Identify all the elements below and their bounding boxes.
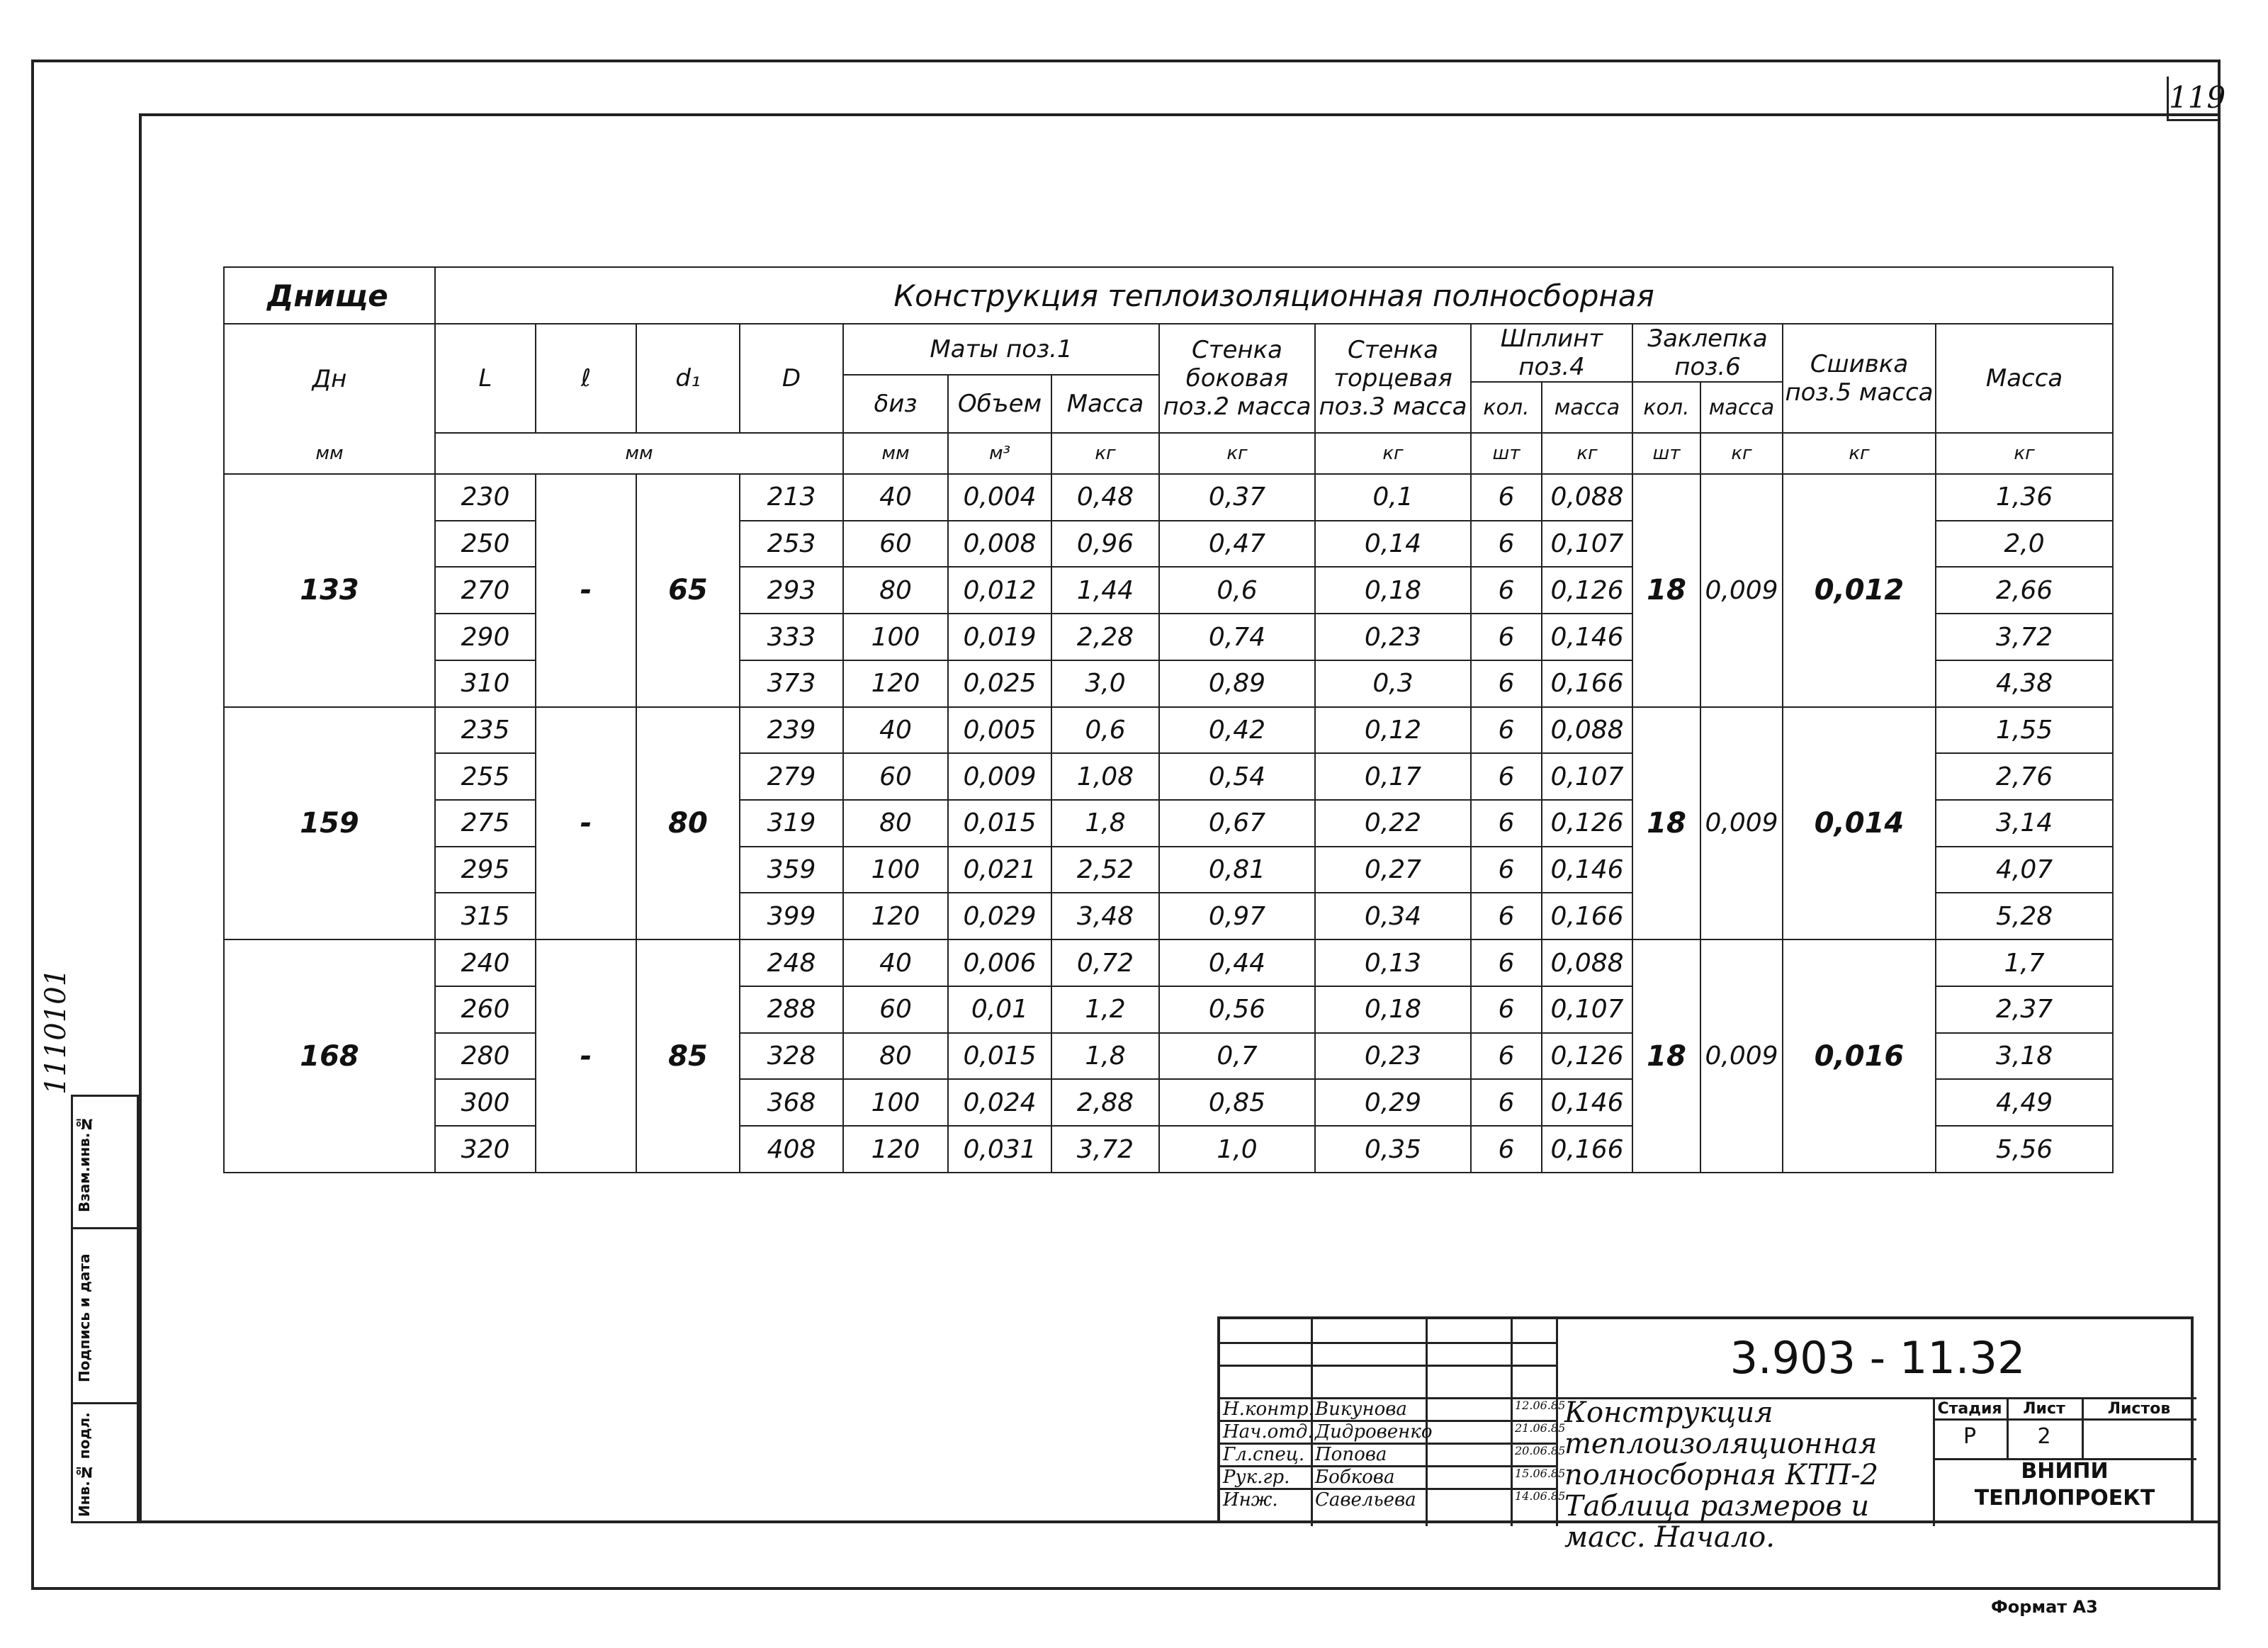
cell-cotter-mass: 0,146 xyxy=(1542,847,1632,893)
cell-L: 300 xyxy=(435,1079,536,1126)
cell-cotter-qty: 6 xyxy=(1471,800,1542,847)
header-mats: Маты поз.1 xyxy=(843,324,1159,375)
cell-dn: 168 xyxy=(224,939,435,1173)
cell-cotter-qty: 6 xyxy=(1471,660,1542,707)
header-cotter-qty: кол. xyxy=(1471,382,1542,433)
cell-D: 213 xyxy=(740,474,843,521)
cell-volume: 0,029 xyxy=(948,893,1051,939)
cell-mats-mass: 1,8 xyxy=(1051,800,1159,847)
table-row xyxy=(224,474,2113,521)
cell-thickness: 100 xyxy=(843,1079,948,1126)
cell-cotter-qty: 6 xyxy=(1471,614,1542,660)
cell-cotter-qty: 6 xyxy=(1471,521,1542,568)
unit-dn: мм xyxy=(224,433,435,474)
cell-volume: 0,015 xyxy=(948,800,1051,847)
cell-cotter-mass: 0,126 xyxy=(1542,1033,1632,1080)
cell-stitch-mass: 0,016 xyxy=(1783,939,1936,1173)
cell-end-wall-mass: 0,29 xyxy=(1315,1079,1471,1126)
signature-row xyxy=(1220,1421,1566,1444)
cell-total-mass: 5,28 xyxy=(1936,893,2113,939)
cell-total-mass: 2,66 xyxy=(1936,567,2113,614)
cell-volume: 0,009 xyxy=(948,753,1051,800)
cell-L: 315 xyxy=(435,893,536,939)
cell-total-mass: 3,14 xyxy=(1936,800,2113,847)
signature-date: 21.06.85 xyxy=(1515,1421,1566,1435)
cell-cotter-mass: 0,166 xyxy=(1542,1126,1632,1173)
document-description: Конструкция теплоизоляционная полносборная КТП-2 Таблица размеров и масс. Начало. xyxy=(1564,1396,1879,1554)
cell-volume: 0,019 xyxy=(948,614,1051,660)
cell-L: 240 xyxy=(435,939,536,986)
cell-cotter-mass: 0,088 xyxy=(1542,939,1632,986)
cell-end-wall-mass: 0,14 xyxy=(1315,521,1471,568)
cell-thickness: 120 xyxy=(843,1126,948,1173)
cell-rivet-qty: 18 xyxy=(1632,474,1700,707)
cell-rivet-mass: 0,009 xyxy=(1700,474,1783,707)
cell-L: 255 xyxy=(435,753,536,800)
cell-L: 270 xyxy=(435,567,536,614)
cell-d1: 65 xyxy=(636,474,740,707)
cell-mats-mass: 0,6 xyxy=(1051,707,1159,754)
cell-total-mass: 4,38 xyxy=(1936,660,2113,707)
cell-cotter-qty: 6 xyxy=(1471,939,1542,986)
signature-date: 15.06.85 xyxy=(1515,1467,1566,1480)
cell-thickness: 60 xyxy=(843,521,948,568)
cell-thickness: 80 xyxy=(843,1033,948,1080)
cell-L: 295 xyxy=(435,847,536,893)
cell-D: 333 xyxy=(740,614,843,660)
cell-end-wall-mass: 0,18 xyxy=(1315,567,1471,614)
cell-l: - xyxy=(536,707,636,940)
table-row xyxy=(224,939,2113,986)
cell-side-wall-mass: 0,97 xyxy=(1159,893,1315,939)
unit-cotter-qty: шт xyxy=(1471,433,1542,474)
cell-total-mass: 3,72 xyxy=(1936,614,2113,660)
signature-row xyxy=(1220,1467,1566,1489)
cell-cotter-mass: 0,166 xyxy=(1542,893,1632,939)
header-rivet-mass: масса xyxy=(1700,382,1783,433)
header-l: ℓ xyxy=(536,324,636,433)
table-body xyxy=(224,474,2113,1173)
cell-L: 320 xyxy=(435,1126,536,1173)
cell-D: 319 xyxy=(740,800,843,847)
header-volume: Объем xyxy=(948,375,1051,433)
cell-thickness: 100 xyxy=(843,847,948,893)
cell-total-mass: 1,36 xyxy=(1936,474,2113,521)
organization-line1: ВНИПИ xyxy=(2021,1459,2109,1484)
cell-rivet-mass: 0,009 xyxy=(1700,707,1783,940)
cell-cotter-qty: 6 xyxy=(1471,1079,1542,1126)
cell-cotter-mass: 0,126 xyxy=(1542,800,1632,847)
cell-cotter-qty: 6 xyxy=(1471,567,1542,614)
cell-rivet-mass: 0,009 xyxy=(1700,939,1783,1173)
header-side-wall: Стенка боковая поз.2 масса xyxy=(1159,324,1315,433)
header-mats-mass: Масса xyxy=(1051,375,1159,433)
unit-total: кг xyxy=(1936,433,2113,474)
table-row xyxy=(224,707,2113,754)
cell-D: 359 xyxy=(740,847,843,893)
cell-mats-mass: 1,08 xyxy=(1051,753,1159,800)
cell-thickness: 100 xyxy=(843,614,948,660)
header-construction: Конструкция теплоизоляционная полносборная xyxy=(435,267,2113,324)
cell-thickness: 120 xyxy=(843,660,948,707)
cell-end-wall-mass: 0,23 xyxy=(1315,1033,1471,1080)
unit-mm-group: мм xyxy=(435,433,843,474)
signature-date: 14.06.85 xyxy=(1515,1489,1566,1503)
cell-mats-mass: 2,28 xyxy=(1051,614,1159,660)
cell-volume: 0,006 xyxy=(948,939,1051,986)
header-rivet: Заклепка поз.6 xyxy=(1632,324,1783,382)
cell-cotter-qty: 6 xyxy=(1471,1126,1542,1173)
stage-label: Стадия xyxy=(1937,1400,2002,1418)
unit-mats-mass: кг xyxy=(1051,433,1159,474)
cell-cotter-mass: 0,107 xyxy=(1542,753,1632,800)
cell-volume: 0,024 xyxy=(948,1079,1051,1126)
cell-cotter-mass: 0,166 xyxy=(1542,660,1632,707)
cell-cotter-qty: 6 xyxy=(1471,1033,1542,1080)
cell-L: 260 xyxy=(435,986,536,1033)
cell-cotter-mass: 0,107 xyxy=(1542,521,1632,568)
cell-thickness: 80 xyxy=(843,567,948,614)
cell-side-wall-mass: 0,67 xyxy=(1159,800,1315,847)
cell-thickness: 60 xyxy=(843,986,948,1033)
title-block xyxy=(1217,1316,2194,1554)
signature-role: Рук.гр. xyxy=(1223,1467,1290,1488)
signature-role: Гл.спец. xyxy=(1223,1444,1305,1465)
cell-D: 399 xyxy=(740,893,843,939)
cell-mats-mass: 2,88 xyxy=(1051,1079,1159,1126)
cell-volume: 0,025 xyxy=(948,660,1051,707)
cell-L: 310 xyxy=(435,660,536,707)
cell-total-mass: 2,37 xyxy=(1936,986,2113,1033)
cell-side-wall-mass: 0,42 xyxy=(1159,707,1315,754)
header-D: D xyxy=(740,324,843,433)
cell-mats-mass: 2,52 xyxy=(1051,847,1159,893)
cell-d1: 80 xyxy=(636,707,740,940)
sidebar-label-signature: Подпись и дата xyxy=(76,1253,93,1382)
cell-side-wall-mass: 1,0 xyxy=(1159,1126,1315,1173)
header-bottom: Днище xyxy=(224,267,435,324)
cell-volume: 0,012 xyxy=(948,567,1051,614)
cell-cotter-qty: 6 xyxy=(1471,847,1542,893)
signature-role: Н.контр. xyxy=(1223,1399,1314,1420)
sheet-number: 119 xyxy=(2167,77,2218,121)
signature-date: 12.06.85 xyxy=(1515,1399,1566,1412)
sheets-label: Листов xyxy=(2107,1400,2171,1418)
cell-dn: 133 xyxy=(224,474,435,707)
cell-l: - xyxy=(536,939,636,1173)
cell-side-wall-mass: 0,56 xyxy=(1159,986,1315,1033)
cell-D: 253 xyxy=(740,521,843,568)
cell-mats-mass: 3,72 xyxy=(1051,1126,1159,1173)
cell-side-wall-mass: 0,47 xyxy=(1159,521,1315,568)
cell-L: 230 xyxy=(435,474,536,521)
signature-name: Дидровенко xyxy=(1315,1421,1433,1443)
header-end-wall: Стенка торцевая поз.3 масса xyxy=(1315,324,1471,433)
cell-total-mass: 4,07 xyxy=(1936,847,2113,893)
header-d-iz: δиз xyxy=(843,375,948,433)
cell-thickness: 40 xyxy=(843,939,948,986)
sheet-label: Лист xyxy=(2023,1400,2065,1418)
cell-cotter-mass: 0,088 xyxy=(1542,707,1632,754)
cell-l: - xyxy=(536,474,636,707)
cell-side-wall-mass: 0,85 xyxy=(1159,1079,1315,1126)
cell-volume: 0,031 xyxy=(948,1126,1051,1173)
header-d1: d₁ xyxy=(636,324,740,433)
sidebar-cell-replacement xyxy=(71,1095,139,1229)
cell-mats-mass: 1,8 xyxy=(1051,1033,1159,1080)
signature-name: Попова xyxy=(1315,1444,1387,1465)
cell-end-wall-mass: 0,12 xyxy=(1315,707,1471,754)
organization-line2: ТЕПЛОПРОЕКТ xyxy=(1974,1486,2155,1511)
cell-side-wall-mass: 0,81 xyxy=(1159,847,1315,893)
signature-name: Викунова xyxy=(1315,1399,1407,1420)
cell-total-mass: 5,56 xyxy=(1936,1126,2113,1173)
cell-D: 293 xyxy=(740,567,843,614)
cell-end-wall-mass: 0,22 xyxy=(1315,800,1471,847)
cell-volume: 0,005 xyxy=(948,707,1051,754)
unit-cotter-mass: кг xyxy=(1542,433,1632,474)
cell-side-wall-mass: 0,6 xyxy=(1159,567,1315,614)
unit-rivet-mass: кг xyxy=(1700,433,1783,474)
signature-name: Бобкова xyxy=(1315,1467,1395,1488)
cell-side-wall-mass: 0,89 xyxy=(1159,660,1315,707)
cell-cotter-qty: 6 xyxy=(1471,707,1542,754)
cell-total-mass: 1,55 xyxy=(1936,707,2113,754)
cell-volume: 0,01 xyxy=(948,986,1051,1033)
cell-L: 290 xyxy=(435,614,536,660)
cell-d1: 85 xyxy=(636,939,740,1173)
signature-row xyxy=(1220,1489,1566,1512)
cell-end-wall-mass: 0,18 xyxy=(1315,986,1471,1033)
cell-mats-mass: 0,72 xyxy=(1051,939,1159,986)
cell-mats-mass: 3,48 xyxy=(1051,893,1159,939)
cell-total-mass: 4,49 xyxy=(1936,1079,2113,1126)
cell-end-wall-mass: 0,13 xyxy=(1315,939,1471,986)
signature-date: 20.06.85 xyxy=(1515,1444,1566,1457)
cell-mats-mass: 3,0 xyxy=(1051,660,1159,707)
cell-thickness: 60 xyxy=(843,753,948,800)
cell-cotter-mass: 0,146 xyxy=(1542,614,1632,660)
cell-cotter-mass: 0,126 xyxy=(1542,567,1632,614)
unit-rivet-qty: шт xyxy=(1632,433,1700,474)
cell-end-wall-mass: 0,34 xyxy=(1315,893,1471,939)
signature-name: Савельева xyxy=(1315,1489,1416,1511)
cell-L: 235 xyxy=(435,707,536,754)
signature-role: Нач.отд. xyxy=(1223,1421,1314,1443)
cell-cotter-mass: 0,107 xyxy=(1542,986,1632,1033)
cell-D: 368 xyxy=(740,1079,843,1126)
sidebar-cell-signature xyxy=(71,1227,139,1404)
signature-row xyxy=(1220,1444,1566,1467)
document-code: 3.903 - 11.32 xyxy=(1730,1332,2026,1384)
cell-rivet-qty: 18 xyxy=(1632,707,1700,940)
cell-D: 279 xyxy=(740,753,843,800)
cell-end-wall-mass: 0,27 xyxy=(1315,847,1471,893)
cell-volume: 0,008 xyxy=(948,521,1051,568)
cell-cotter-qty: 6 xyxy=(1471,753,1542,800)
header-dn: Дн xyxy=(224,324,435,433)
cell-volume: 0,015 xyxy=(948,1033,1051,1080)
cell-side-wall-mass: 0,74 xyxy=(1159,614,1315,660)
cell-D: 408 xyxy=(740,1126,843,1173)
signature-role: Инж. xyxy=(1223,1489,1278,1511)
cell-end-wall-mass: 0,35 xyxy=(1315,1126,1471,1173)
cell-D: 373 xyxy=(740,660,843,707)
cell-D: 248 xyxy=(740,939,843,986)
cell-thickness: 120 xyxy=(843,893,948,939)
sheet-format: Формат А3 xyxy=(1991,1597,2098,1617)
cell-D: 239 xyxy=(740,707,843,754)
cell-volume: 0,021 xyxy=(948,847,1051,893)
cell-rivet-qty: 18 xyxy=(1632,939,1700,1173)
dimensions-masses-table xyxy=(223,266,2114,1173)
cell-mats-mass: 1,44 xyxy=(1051,567,1159,614)
cell-end-wall-mass: 0,17 xyxy=(1315,753,1471,800)
cell-D: 288 xyxy=(740,986,843,1033)
sidebar-cell-original xyxy=(71,1402,139,1523)
cell-stitch-mass: 0,012 xyxy=(1783,474,1936,707)
unit-end-wall: кг xyxy=(1315,433,1471,474)
cell-thickness: 80 xyxy=(843,800,948,847)
cell-mats-mass: 1,2 xyxy=(1051,986,1159,1033)
cell-L: 275 xyxy=(435,800,536,847)
cell-total-mass: 3,18 xyxy=(1936,1033,2113,1080)
cell-side-wall-mass: 0,37 xyxy=(1159,474,1315,521)
sidebar-label-original: Инв.№ подл. xyxy=(76,1412,93,1518)
cell-mats-mass: 0,48 xyxy=(1051,474,1159,521)
cell-cotter-mass: 0,088 xyxy=(1542,474,1632,521)
cell-thickness: 40 xyxy=(843,474,948,521)
approval-sidebar xyxy=(71,1095,139,1523)
organization xyxy=(1933,1458,2196,1512)
cell-stitch-mass: 0,014 xyxy=(1783,707,1936,940)
header-cotter-mass: масса xyxy=(1542,382,1632,433)
stage-value: Р xyxy=(1963,1424,1977,1449)
unit-stitch: кг xyxy=(1783,433,1936,474)
cell-side-wall-mass: 0,7 xyxy=(1159,1033,1315,1080)
cell-mats-mass: 0,96 xyxy=(1051,521,1159,568)
header-L: L xyxy=(435,324,536,433)
cell-cotter-qty: 6 xyxy=(1471,474,1542,521)
cell-end-wall-mass: 0,3 xyxy=(1315,660,1471,707)
cell-L: 250 xyxy=(435,521,536,568)
cell-total-mass: 2,0 xyxy=(1936,521,2113,568)
cell-total-mass: 2,76 xyxy=(1936,753,2113,800)
cell-cotter-qty: 6 xyxy=(1471,893,1542,939)
cell-end-wall-mass: 0,23 xyxy=(1315,614,1471,660)
unit-d-iz: мм xyxy=(843,433,948,474)
sheet-value: 2 xyxy=(2037,1424,2051,1449)
cell-dn: 159 xyxy=(224,707,435,940)
cell-L: 280 xyxy=(435,1033,536,1080)
cell-D: 328 xyxy=(740,1033,843,1080)
sidebar-label-replacement: Взам.инв.№ xyxy=(76,1115,93,1213)
cell-cotter-qty: 6 xyxy=(1471,986,1542,1033)
header-cotter: Шплинт поз.4 xyxy=(1471,324,1632,382)
unit-volume: м³ xyxy=(948,433,1051,474)
cell-end-wall-mass: 0,1 xyxy=(1315,474,1471,521)
cell-total-mass: 1,7 xyxy=(1936,939,2113,986)
signature-row xyxy=(1220,1399,1566,1421)
unit-side-wall: кг xyxy=(1159,433,1315,474)
inventory-number: 1110101 xyxy=(40,968,72,1095)
header-stitch: Сшивка поз.5 масса xyxy=(1783,324,1936,433)
cell-cotter-mass: 0,146 xyxy=(1542,1079,1632,1126)
cell-side-wall-mass: 0,44 xyxy=(1159,939,1315,986)
cell-side-wall-mass: 0,54 xyxy=(1159,753,1315,800)
cell-volume: 0,004 xyxy=(948,474,1051,521)
header-rivet-qty: кол. xyxy=(1632,382,1700,433)
header-total-mass: Масса xyxy=(1936,324,2113,433)
cell-thickness: 40 xyxy=(843,707,948,754)
